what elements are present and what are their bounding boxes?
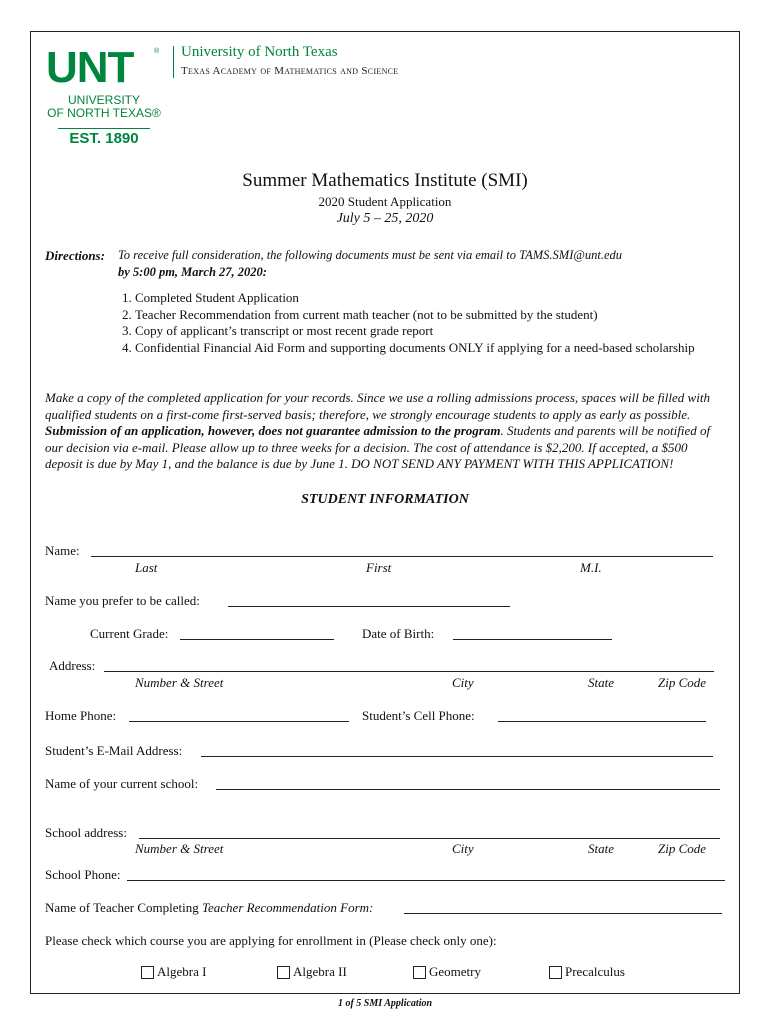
geometry-label: Geometry (429, 964, 481, 979)
address-label: Address: (49, 658, 96, 673)
dob-field[interactable] (453, 639, 612, 640)
teacher-label-form: Teacher Recommendation Form: (201, 900, 374, 915)
address-field[interactable] (104, 671, 714, 672)
school-phone-label: School Phone: (45, 867, 121, 882)
page-footer: 1 of 5 SMI Application (337, 998, 433, 1009)
list-item: 1. Completed Student Application (135, 290, 695, 307)
precalculus-label: Precalculus (565, 964, 625, 979)
notice-bold: Submission of an application, however, does not guarantee admission to the program (45, 423, 501, 438)
current-school-label: Name of your current school: (45, 776, 199, 791)
address-state-caption: State (588, 675, 614, 690)
cell-phone-field[interactable] (498, 721, 706, 722)
academy-name: Texas Academy of Mathematics and Science (181, 65, 399, 77)
list-item: 2. Teacher Recommendation from current math teacher (not to be submitted by the student) (135, 307, 695, 324)
current-school-field[interactable] (216, 789, 720, 790)
list-item: 3. Copy of applicant’s transcript or most recent grade report (135, 323, 695, 340)
notice-text-2: . Students and parents will be notified of our decision via e-mail. Please allow up to three weeks for a decision. The cost of attendance is $2,200. If accepted, a $500 deposit is due by May 1, and the balance is due by June 1. DO NOT SEND ANY PAYMENT WITH THIS APPLICATION! (45, 423, 711, 471)
section-title: STUDENT INFORMATION (301, 492, 469, 507)
precalculus-checkbox[interactable] (549, 966, 562, 979)
name-last-caption: Last (135, 560, 158, 575)
header-divider (173, 46, 174, 78)
page-subtitle: 2020 Student Application (318, 194, 452, 209)
dob-label: Date of Birth: (362, 626, 435, 641)
directions-text: To receive full consideration, the following documents must be sent via email to TAMS.SMI@unt.edu (118, 248, 623, 262)
home-phone-field[interactable] (129, 721, 349, 722)
school-city-caption: City (452, 841, 474, 856)
preferred-name-field[interactable] (228, 606, 510, 607)
university-name: University of North Texas (181, 44, 338, 60)
directions-label: Directions: (45, 248, 105, 263)
name-label: Name: (45, 543, 80, 558)
name-first-caption: First (366, 560, 392, 575)
current-grade-label: Current Grade: (90, 626, 169, 641)
current-grade-field[interactable] (180, 639, 334, 640)
logo-sub-university: UNIVERSITY (67, 93, 140, 107)
list-item: 4. Confidential Financial Aid Form and supporting documents ONLY if applying for a need-based scholarship (135, 340, 695, 357)
name-field[interactable] (91, 556, 713, 557)
home-phone-label: Home Phone: (45, 708, 117, 723)
name-mi-caption: M.I. (580, 560, 602, 575)
algebra-2-label: Algebra II (293, 964, 347, 979)
course-prompt: Please check which course you are applying for enrollment in (Please check only one): (45, 933, 497, 948)
preferred-name-label: Name you prefer to be called: (45, 593, 200, 608)
algebra-1-label: Algebra I (157, 964, 207, 979)
logo-rule (58, 128, 150, 129)
notice-text-1: Make a copy of the completed application for your records. Since we use a rolling admissions process, spaces will be filled with qualified students on a first-come first-served basis; therefore, we strongly encourage students to apply as early as possible. (45, 390, 710, 422)
notice-paragraph (45, 390, 725, 473)
document-checklist (117, 290, 695, 356)
teacher-label (45, 900, 373, 916)
logo-word: UNT (46, 43, 134, 92)
email-label: Student’s E-Mail Address: (45, 743, 183, 758)
school-state-caption: State (588, 841, 614, 856)
school-address-label: School address: (45, 825, 127, 840)
school-phone-field[interactable] (127, 880, 725, 881)
logo-sub-north-texas: OF NORTH TEXAS® (47, 106, 161, 120)
algebra-1-checkbox[interactable] (141, 966, 154, 979)
logo-reg: ® (154, 48, 160, 55)
logo-est: EST. 1890 (69, 130, 139, 147)
program-dates: July 5 – 25, 2020 (336, 211, 434, 226)
geometry-checkbox[interactable] (413, 966, 426, 979)
email-field[interactable] (201, 756, 713, 757)
algebra-2-checkbox[interactable] (277, 966, 290, 979)
school-zip-caption: Zip Code (658, 841, 707, 856)
school-street-caption: Number & Street (135, 841, 224, 856)
directions-deadline: by 5:00 pm, March 27, 2020: (118, 265, 267, 279)
unt-logo (46, 43, 164, 147)
school-address-field[interactable] (139, 838, 720, 839)
address-city-caption: City (452, 675, 474, 690)
cell-phone-label: Student’s Cell Phone: (362, 708, 475, 723)
address-zip-caption: Zip Code (658, 675, 707, 690)
address-street-caption: Number & Street (135, 675, 224, 690)
teacher-name-field[interactable] (404, 913, 722, 914)
teacher-label-prefix: Name of Teacher Completing (45, 900, 199, 915)
page-title: Summer Mathematics Institute (SMI) (242, 170, 528, 191)
